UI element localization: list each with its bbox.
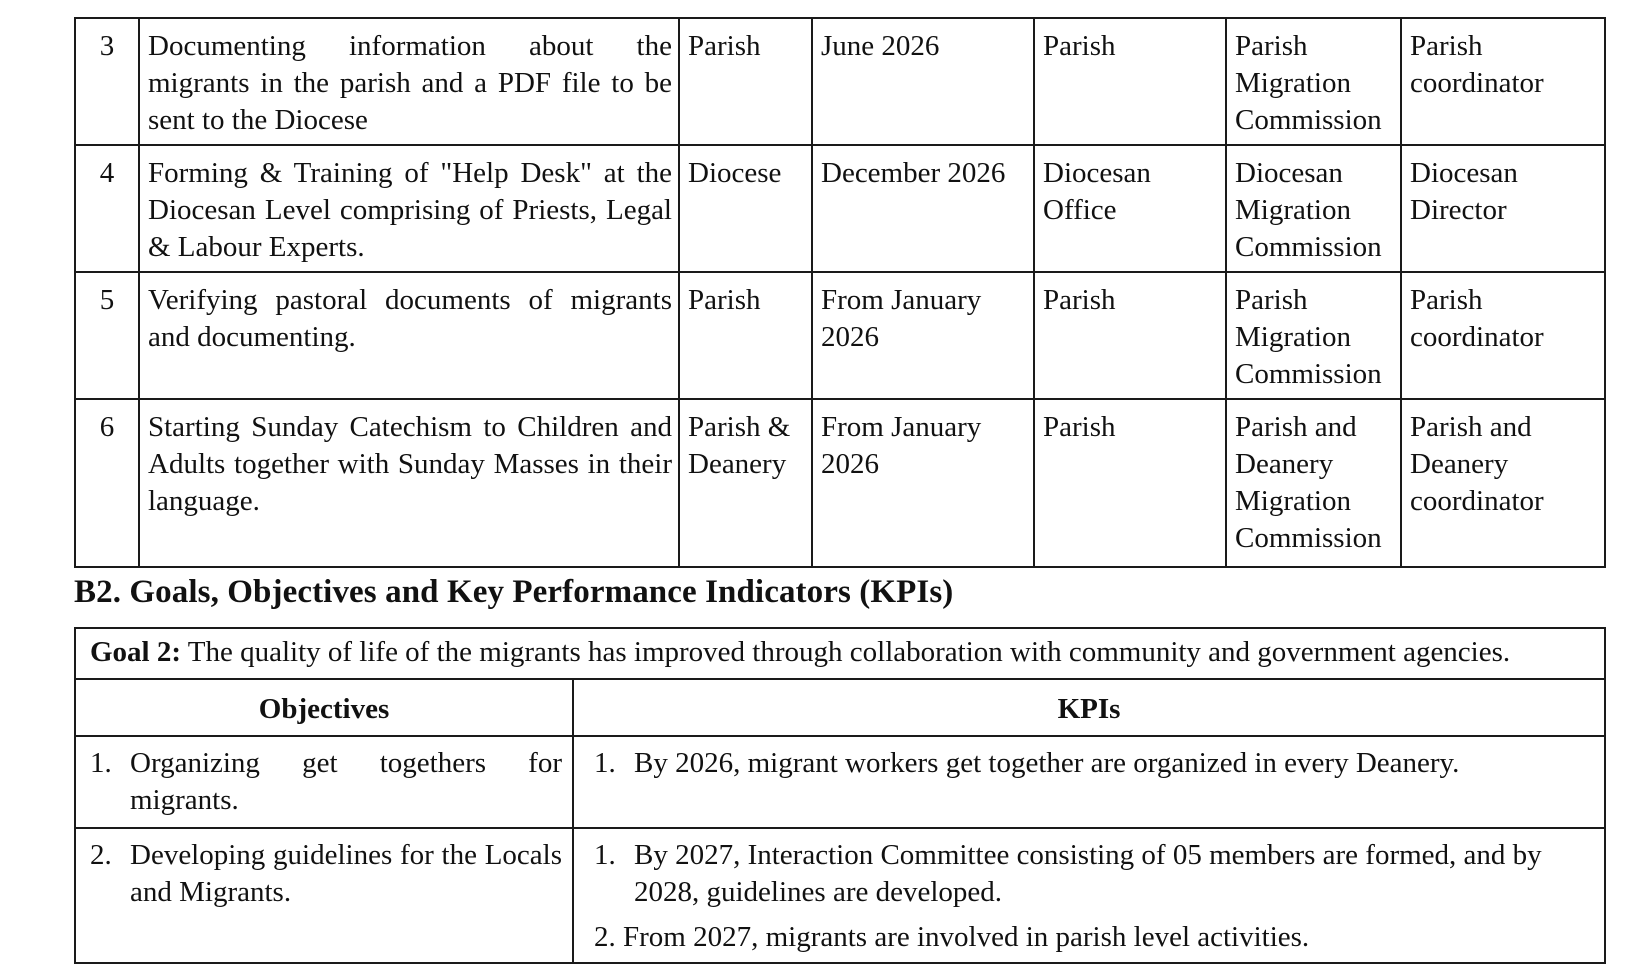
table-row bbox=[75, 272, 1605, 399]
kpi-item bbox=[594, 837, 1592, 911]
objective-cell bbox=[75, 736, 573, 828]
objective-number: 1. bbox=[90, 747, 112, 779]
goal-row bbox=[75, 628, 1605, 679]
kpi-number: 1. bbox=[594, 839, 616, 871]
responsible-body-cell: Diocesan Migration Commission bbox=[1226, 145, 1401, 272]
kpi-item bbox=[594, 919, 1592, 956]
level-cell: Parish & Deanery bbox=[679, 399, 812, 567]
objectives-header: Objectives bbox=[75, 679, 573, 736]
activity-cell: Documenting information about the migrants in the parish and a PDF file to be sent to the Diocese bbox=[139, 18, 679, 145]
kpi-text: By 2026, migrant workers get together are organized in every Deanery. bbox=[634, 747, 1460, 779]
timeline-cell: December 2026 bbox=[812, 145, 1034, 272]
goal-label: Goal 2: bbox=[90, 636, 182, 668]
level-cell: Parish bbox=[679, 272, 812, 399]
row-number: 5 bbox=[75, 272, 139, 399]
objective-text: Developing guidelines for the Locals and Migrants. bbox=[130, 839, 562, 908]
venue-cell: Parish bbox=[1034, 18, 1226, 145]
timeline-cell: June 2026 bbox=[812, 18, 1034, 145]
section-heading: B2. Goals, Objectives and Key Performance Indicators (KPIs) bbox=[74, 574, 954, 610]
venue-cell: Parish bbox=[1034, 399, 1226, 567]
timeline-cell: From January 2026 bbox=[812, 272, 1034, 399]
table-row bbox=[75, 399, 1605, 567]
kpi-cell bbox=[573, 828, 1605, 963]
action-plan-table bbox=[74, 17, 1606, 568]
kpi-text: By 2027, Interaction Committee consisting of 05 members are formed, and by 2028, guidelines are developed. bbox=[634, 839, 1542, 908]
objective-item bbox=[90, 837, 562, 911]
table-row bbox=[75, 18, 1605, 145]
goal-cell bbox=[75, 628, 1605, 679]
objective-item bbox=[90, 745, 562, 819]
venue-cell: Diocesan Office bbox=[1034, 145, 1226, 272]
kpi-item bbox=[594, 745, 1592, 782]
level-cell: Parish bbox=[679, 18, 812, 145]
objective-text: Organizing get togethers for migrants. bbox=[130, 747, 562, 816]
activity-cell: Verifying pastoral documents of migrants and documenting. bbox=[139, 272, 679, 399]
objective-number: 2. bbox=[90, 839, 112, 871]
kpi-number: 2. bbox=[594, 921, 616, 953]
kpi-number: 1. bbox=[594, 747, 616, 779]
kpi-text: From 2027, migrants are involved in parish level activities. bbox=[623, 921, 1310, 953]
table-row bbox=[75, 736, 1605, 828]
row-number: 6 bbox=[75, 399, 139, 567]
objective-cell bbox=[75, 828, 573, 963]
level-cell: Diocese bbox=[679, 145, 812, 272]
timeline-cell: From January 2026 bbox=[812, 399, 1034, 567]
activity-cell: Starting Sunday Catechism to Children and Adults together with Sunday Masses in their language. bbox=[139, 399, 679, 567]
kpi-cell bbox=[573, 736, 1605, 828]
coordinator-cell: Parish coordinator bbox=[1401, 18, 1605, 145]
kpis-header: KPIs bbox=[573, 679, 1605, 736]
responsible-body-cell: Parish and Deanery Migration Commission bbox=[1226, 399, 1401, 567]
coordinator-cell: Parish coordinator bbox=[1401, 272, 1605, 399]
row-number: 3 bbox=[75, 18, 139, 145]
goals-kpi-table bbox=[74, 627, 1606, 964]
activity-cell: Forming & Training of "Help Desk" at the Diocesan Level comprising of Priests, Legal & Labour Experts. bbox=[139, 145, 679, 272]
goal-text: The quality of life of the migrants has improved through collaboration with community and government agencies. bbox=[181, 636, 1511, 668]
responsible-body-cell: Parish Migration Commission bbox=[1226, 18, 1401, 145]
header-row bbox=[75, 679, 1605, 736]
coordinator-cell: Diocesan Director bbox=[1401, 145, 1605, 272]
responsible-body-cell: Parish Migration Commission bbox=[1226, 272, 1401, 399]
table-row bbox=[75, 828, 1605, 963]
venue-cell: Parish bbox=[1034, 272, 1226, 399]
row-number: 4 bbox=[75, 145, 139, 272]
coordinator-cell: Parish and Deanery coordinator bbox=[1401, 399, 1605, 567]
table-row bbox=[75, 145, 1605, 272]
